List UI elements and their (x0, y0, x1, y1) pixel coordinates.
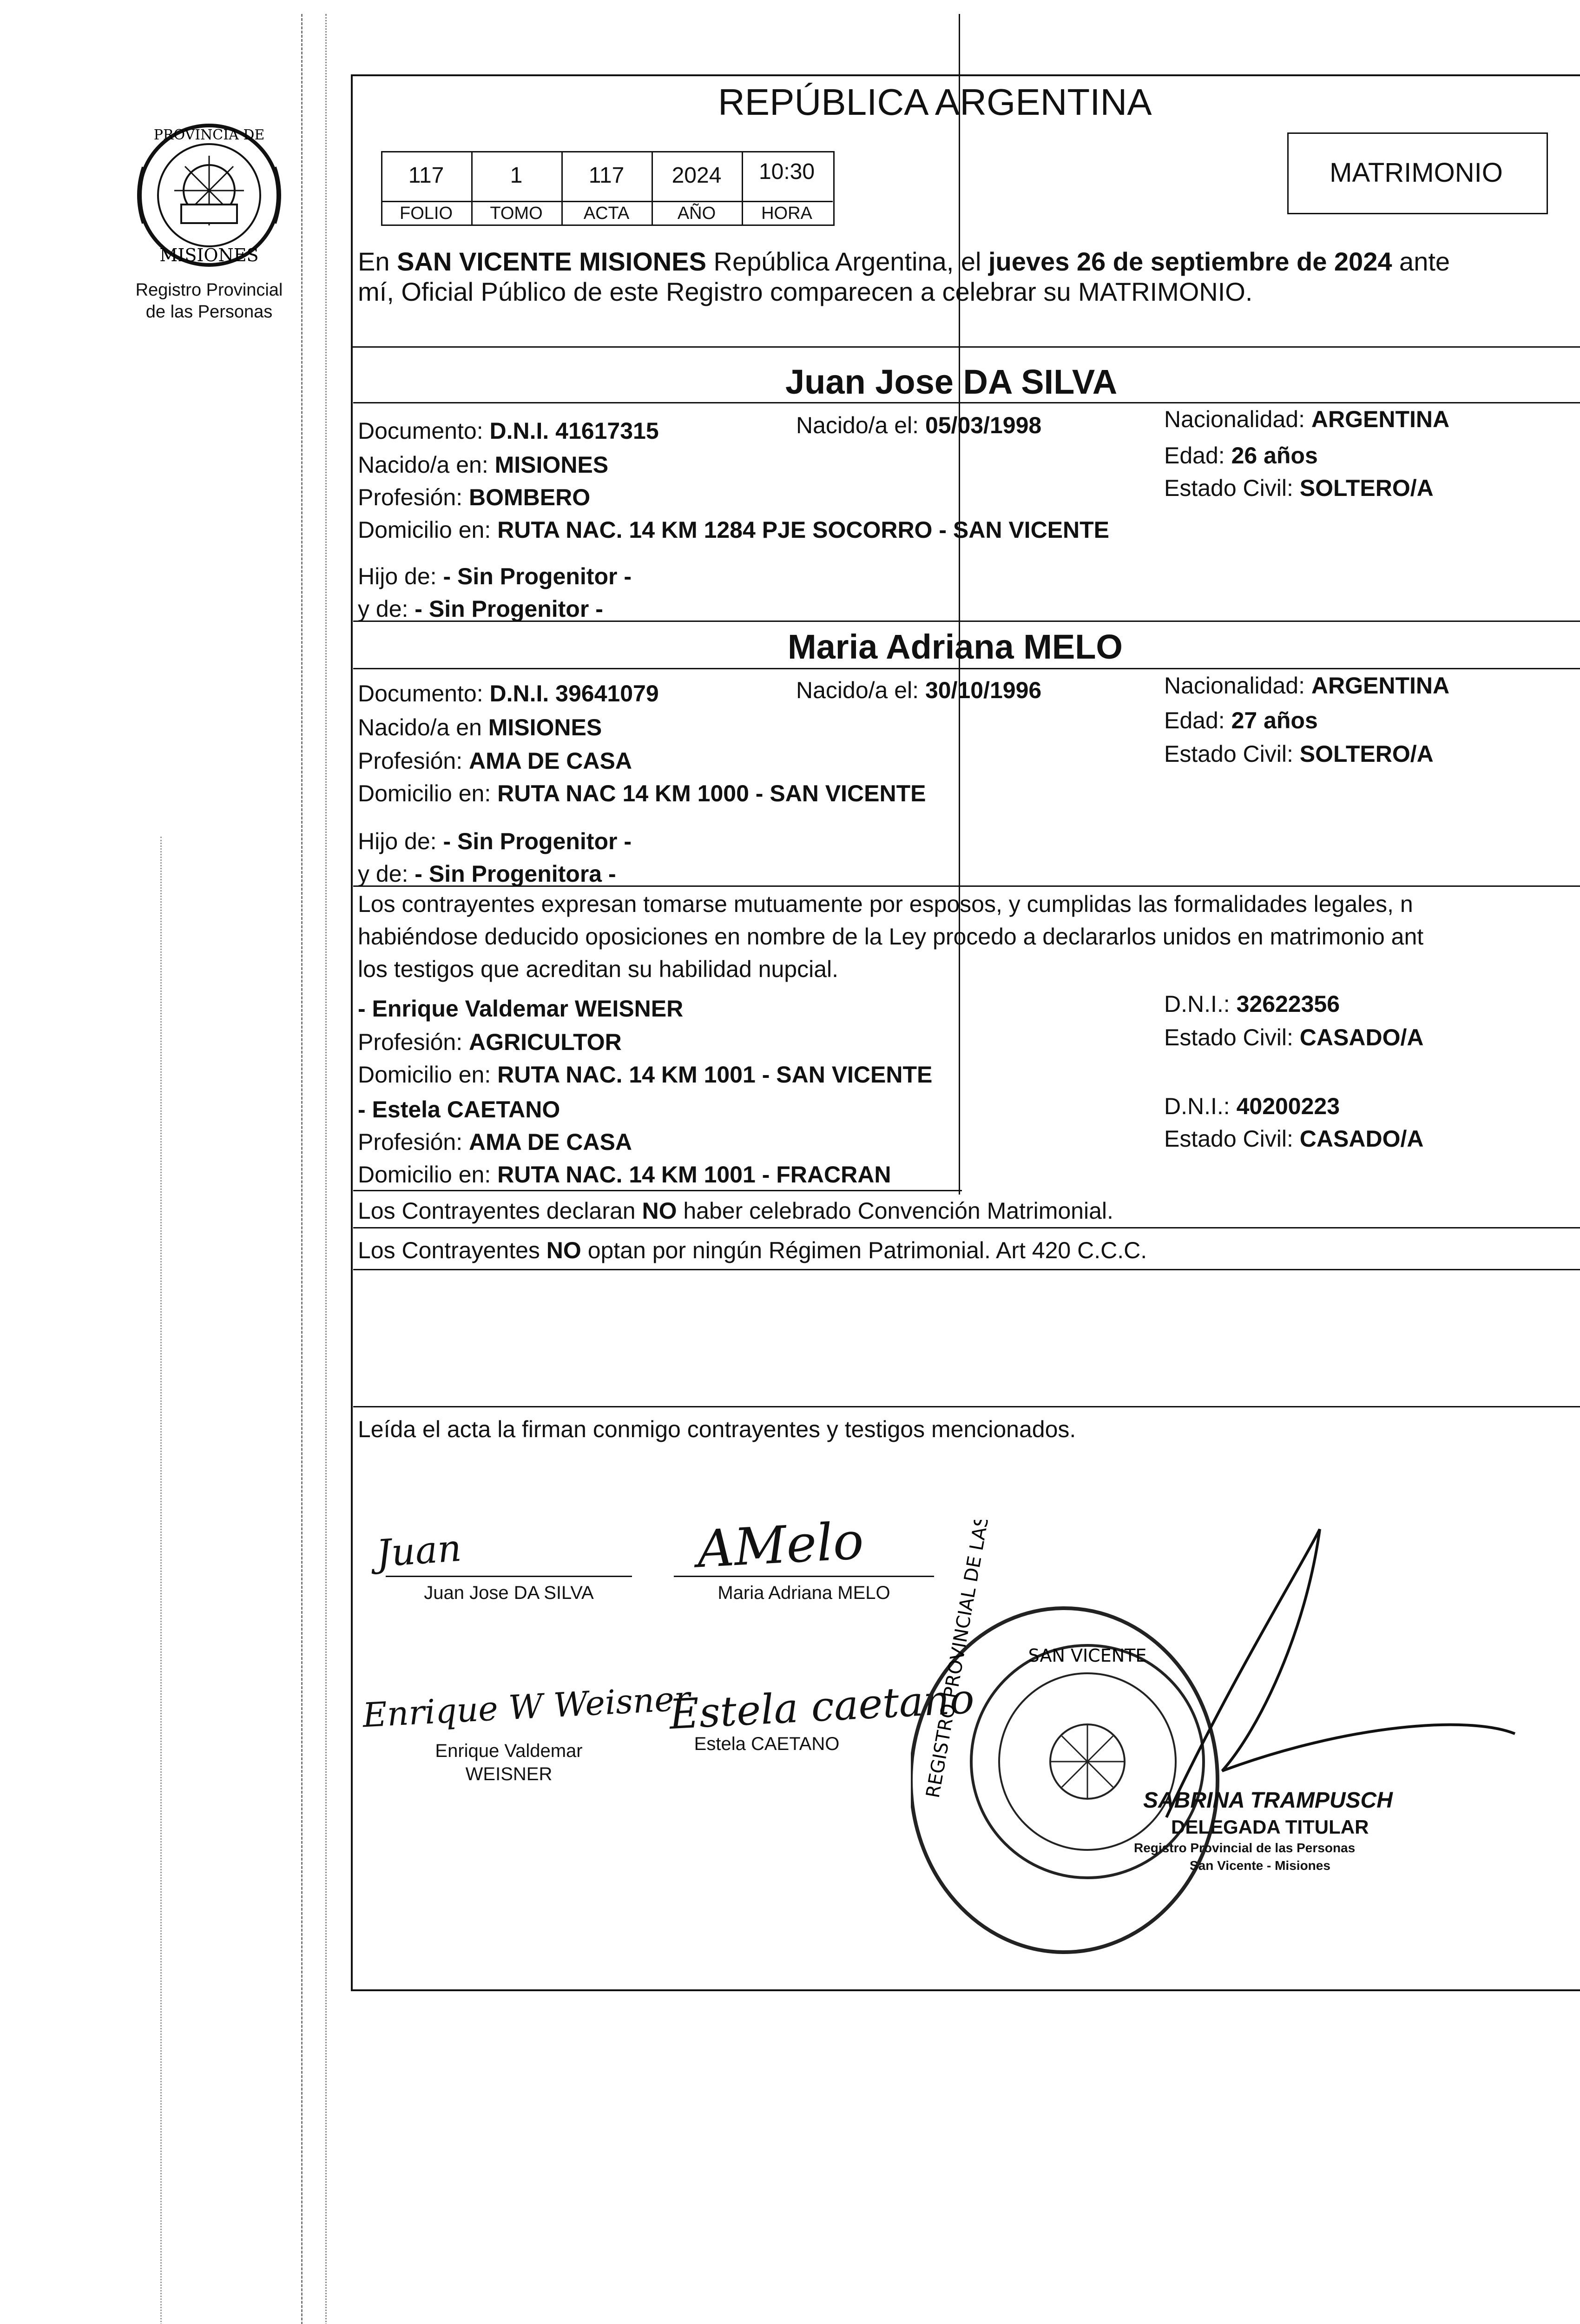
declaration-line3: los testigos que acreditan su habilidad nupcial. (358, 956, 839, 982)
signature-enrique: Enrique W Weisner (362, 1678, 691, 1735)
divider-spouse1 (351, 346, 1580, 348)
official-place: San Vicente - Misiones (1190, 1858, 1330, 1873)
sig-line-1 (386, 1576, 632, 1577)
margin-dash-left (301, 14, 303, 2324)
regime-top-rule (353, 1190, 962, 1191)
margin-dash-far (160, 837, 162, 2324)
svg-text:MISIONES: MISIONES (159, 245, 259, 265)
sig-label-enrique-2: WEISNER (465, 1764, 553, 1784)
margin-dash-inner (325, 14, 327, 2324)
witness2-address: Domicilio en: RUTA NAC. 14 KM 1001 - FRACRAN (358, 1162, 891, 1188)
spouse1-parent1: Hijo de: - Sin Progenitor - (358, 563, 632, 589)
seal-icon (125, 112, 293, 279)
frame-bottom (351, 1989, 1580, 1991)
witness1-profession: Profesión: AGRICULTOR (358, 1029, 622, 1055)
spouse1-place: Nacido/a en: MISIONES (358, 452, 609, 478)
sig-label-juan: Juan Jose DA SILVA (424, 1583, 594, 1603)
official-name: SABRINA TRAMPUSCH (1143, 1788, 1393, 1813)
spouse1-profession: Profesión: BOMBERO (358, 484, 591, 510)
declaration-line2: habiéndose deducido oposiciones en nombre de la Ley procedo a declararlos unidos en matrimonio ant (358, 924, 1424, 950)
spouse2-bottom-rule (353, 885, 1580, 887)
folio-label: FOLIO (399, 204, 453, 223)
signature-estela: Estela caetano (668, 1674, 975, 1739)
sig-label-enrique-1: Enrique Valdemar (435, 1741, 583, 1761)
spouse1-bottom-rule (353, 621, 1580, 622)
declaration-line1: Los contrayentes expresan tomarse mutuamente por esposos, y cumplidas las formalidades legales, n (358, 891, 1413, 917)
acta-value: 117 (588, 163, 625, 188)
spouse1-parent2: y de: - Sin Progenitor - (358, 596, 603, 622)
spouse2-parent1: Hijo de: - Sin Progenitor - (358, 828, 632, 854)
spouse2-profession: Profesión: AMA DE CASA (358, 748, 632, 774)
spouse2-civil: Estado Civil: SOLTERO/A (1164, 741, 1434, 767)
spouse2-parent2: y de: - Sin Progenitora - (358, 861, 616, 887)
tomo-label: TOMO (490, 204, 543, 223)
signature-juan: Juan (375, 1526, 463, 1576)
ano-label: AÑO (677, 204, 716, 223)
regime-line2: Los Contrayentes NO optan por ningún Régimen Patrimonial. Art 420 C.C.C. (358, 1237, 1147, 1263)
witness2-name: - Estela CAETANO (358, 1096, 560, 1122)
closing-top-rule (353, 1406, 1580, 1407)
regime-line1: Los Contrayentes declaran NO haber celebrado Convención Matrimonial. (358, 1198, 1113, 1224)
regime-rule-2 (353, 1269, 1580, 1270)
witness2-civil: Estado Civil: CASADO/A (1164, 1126, 1424, 1152)
sig-label-maria: Maria Adriana MELO (718, 1583, 890, 1603)
svg-text:REGISTRO PROVINCIAL DE LAS PER: REGISTRO PROVINCIAL DE LAS PERSONAS (922, 1520, 1012, 1800)
spouse1-rule (353, 402, 1580, 403)
spouse2-doc: Documento: D.N.I. 39641079 (358, 680, 659, 706)
tomo-value: 1 (510, 163, 523, 188)
record-type: MATRIMONIO (1330, 158, 1503, 188)
witness1-name: - Enrique Valdemar WEISNER (358, 996, 684, 1022)
closing-text: Leída el acta la firman conmigo contrayentes y testigos mencionados. (358, 1416, 1076, 1442)
spouse2-place: Nacido/a en MISIONES (358, 714, 602, 740)
witness2-profession: Profesión: AMA DE CASA (358, 1129, 632, 1155)
signature-loop-icon (1106, 1511, 1524, 1836)
spouse2-born: Nacido/a el: 30/10/1996 (796, 677, 1042, 703)
logo-caption-line2: de las Personas (145, 302, 273, 322)
signature-maria: AMelo (695, 1511, 865, 1579)
spouse2-rule (353, 668, 1580, 669)
witness1-address: Domicilio en: RUTA NAC. 14 KM 1001 - SAN VICENTE (358, 1062, 933, 1088)
spouse1-civil: Estado Civil: SOLTERO/A (1164, 475, 1434, 501)
regime-rule-1 (353, 1227, 1580, 1228)
spouse1-born: Nacido/a el: 05/03/1998 (796, 412, 1042, 438)
ano-value: 2024 (672, 163, 722, 188)
official-title: DELEGADA TITULAR (1171, 1816, 1369, 1838)
codes-divider (381, 201, 833, 202)
folio-value: 117 (408, 163, 444, 188)
intro-line1: En SAN VICENTE MISIONES República Argentina, el jueves 26 de septiembre de 2024 ante (358, 247, 1450, 276)
spouse2-address: Domicilio en: RUTA NAC 14 KM 1000 - SAN VICENTE (358, 780, 926, 806)
intro-line2: mí, Oficial Público de este Registro comparecen a celebrar su MATRIMONIO. (358, 277, 1253, 306)
spouse2-nationality: Nacionalidad: ARGENTINA (1164, 673, 1450, 699)
hora-label: HORA (761, 204, 812, 223)
frame-left (351, 74, 353, 1989)
spouse1-address: Domicilio en: RUTA NAC. 14 KM 1284 PJE SOCORRO - SAN VICENTE (358, 517, 1110, 543)
official-signature-loop (1106, 1511, 1524, 1836)
hora-value: 10:30 (758, 159, 815, 184)
logo-caption-line1: Registro Provincial (135, 280, 283, 300)
page-title: REPÚBLICA ARGENTINA (718, 81, 1152, 123)
spouse2-age: Edad: 27 años (1164, 707, 1318, 733)
spouse1-nationality: Nacionalidad: ARGENTINA (1164, 406, 1450, 432)
witness1-civil: Estado Civil: CASADO/A (1164, 1024, 1424, 1050)
spouse1-name: Juan Jose DA SILVA (785, 363, 1118, 401)
witness1-dni: D.N.I.: 32622356 (1164, 991, 1340, 1017)
frame-top (351, 74, 1580, 76)
acta-label: ACTA (583, 204, 630, 223)
witness2-dni: D.N.I.: 40200223 (1164, 1093, 1340, 1119)
spouse2-name: Maria Adriana MELO (788, 627, 1123, 666)
sig-label-estela: Estela CAETANO (694, 1734, 840, 1754)
registry-logo (125, 112, 293, 288)
spouse1-doc: Documento: D.N.I. 41617315 (358, 418, 659, 444)
official-org: Registro Provincial de las Personas (1134, 1841, 1356, 1855)
spouse1-age: Edad: 26 años (1164, 442, 1318, 469)
svg-text:SAN VICENTE: SAN VICENTE (1028, 1645, 1147, 1666)
svg-text:PROVINCIA DE: PROVINCIA DE (153, 127, 265, 143)
fold-line (959, 14, 960, 1195)
sig-line-2 (674, 1576, 934, 1577)
